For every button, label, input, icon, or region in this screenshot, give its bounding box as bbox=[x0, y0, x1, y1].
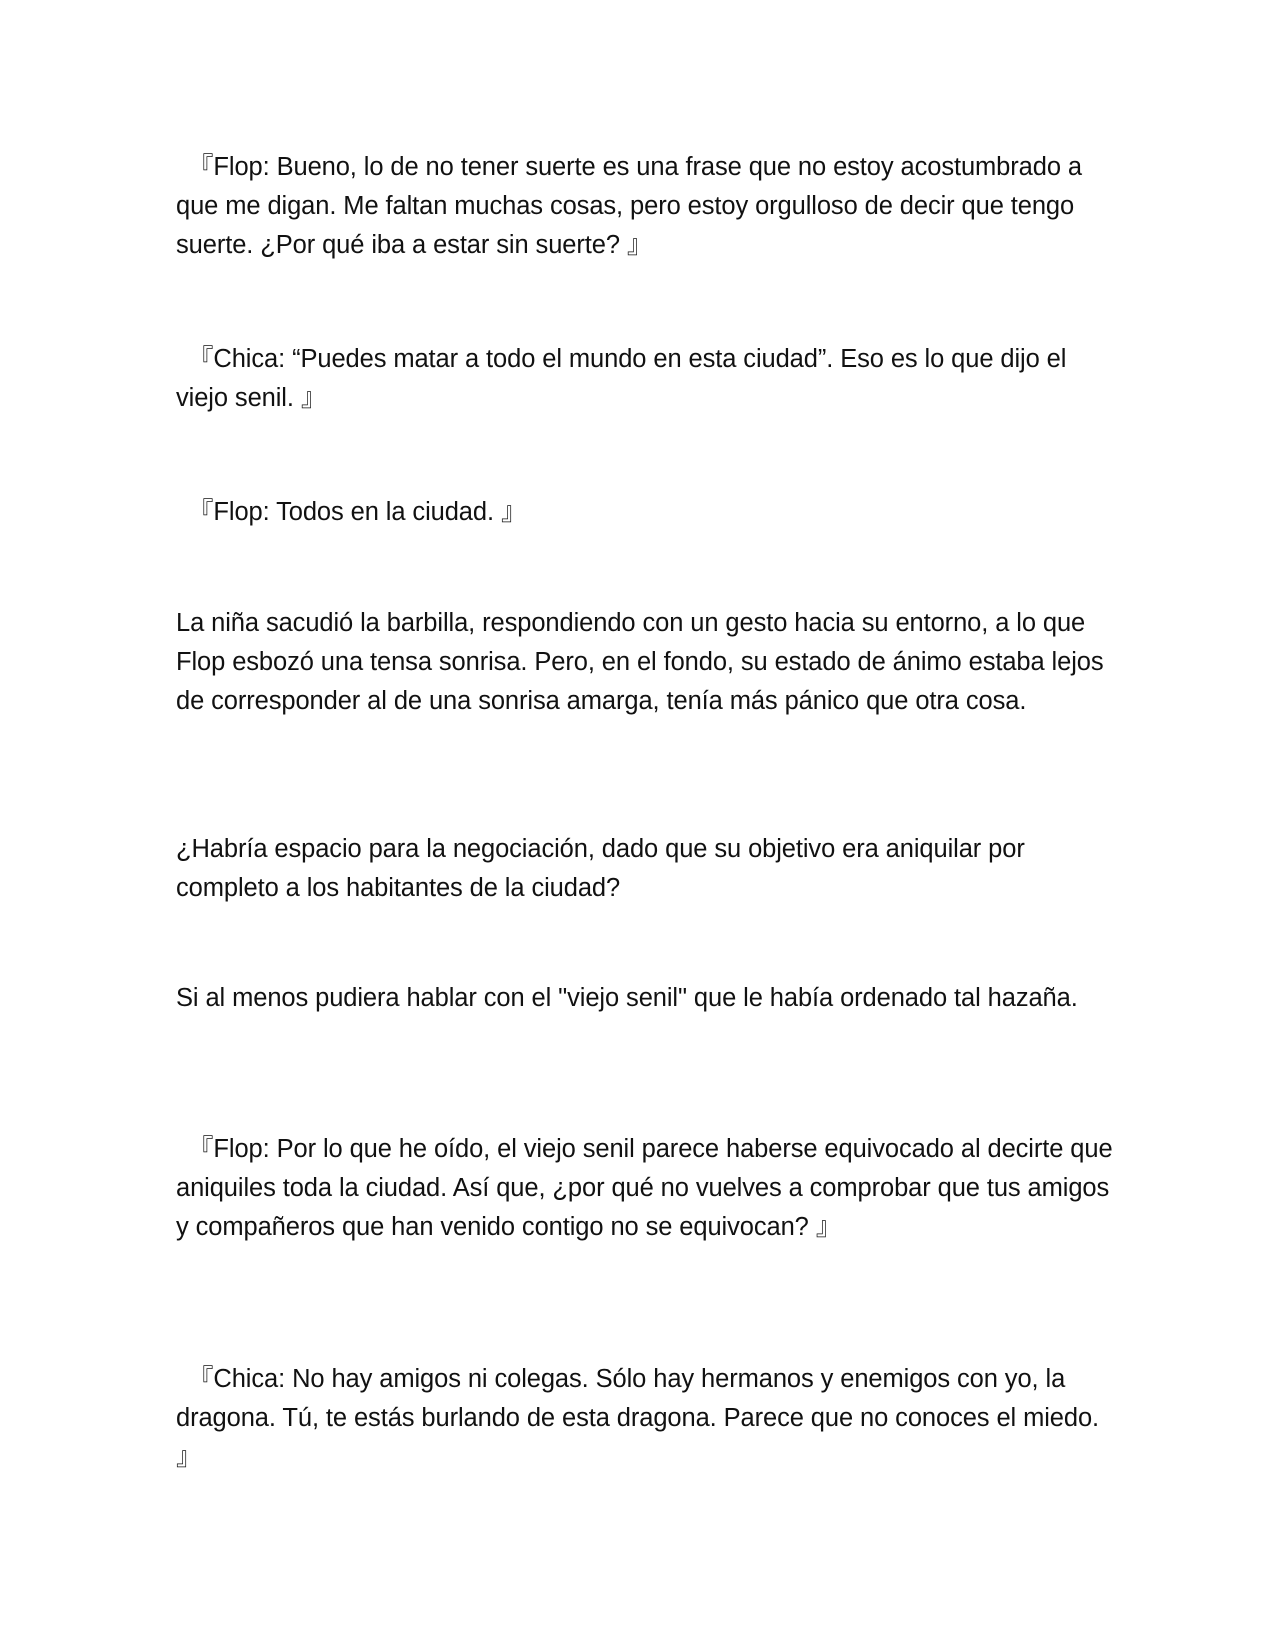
dialogue-paragraph-chica-2: 『Chica: No hay amigos ni colegas. Sólo hay hermanos y enemigos con yo, la dragona. Tú, te estás burlando de esta dragona. Parece que no conoces el miedo. 』 bbox=[176, 1365, 1100, 1471]
dialogue-paragraph-chica-1: 『Chica: “Puedes matar a todo el mundo en esta ciudad”. Eso es lo que dijo el viejo senil. 』 bbox=[176, 345, 1067, 412]
narration-paragraph-3: Si al menos pudiera hablar con el "viejo senil" que le había ordenado tal hazaña. bbox=[176, 984, 1078, 1012]
dialogue-paragraph-flop-2: 『Flop: Todos en la ciudad. 』 bbox=[188, 498, 527, 526]
narration-paragraph-1: La niña sacudió la barbilla, respondiendo con un gesto hacia su entorno, a lo que Flop esbozó una tensa sonrisa. Pero, en el fondo, su estado de ánimo estaba lejos de corresponder al de una sonrisa amarga, tenía más pánico que otra cosa. bbox=[176, 609, 1104, 715]
narration-paragraph-2: ¿Habría espacio para la negociación, dado que su objetivo era aniquilar por completo a los habitantes de la ciudad? bbox=[176, 835, 1025, 902]
dialogue-paragraph-flop-3: 『Flop: Por lo que he oído, el viejo senil parece haberse equivocado al decirte que aniquiles toda la ciudad. Así que, ¿por qué no vuelves a comprobar que tus amigos y compañeros que han venido contigo no se equivocan? 』 bbox=[176, 1135, 1113, 1241]
dialogue-paragraph-flop-1: 『Flop: Bueno, lo de no tener suerte es una frase que no estoy acostumbrado a que me digan. Me faltan muchas cosas, pero estoy orgulloso de decir que tengo suerte. ¿Por qué iba a estar sin suerte? 』 bbox=[176, 153, 1082, 259]
